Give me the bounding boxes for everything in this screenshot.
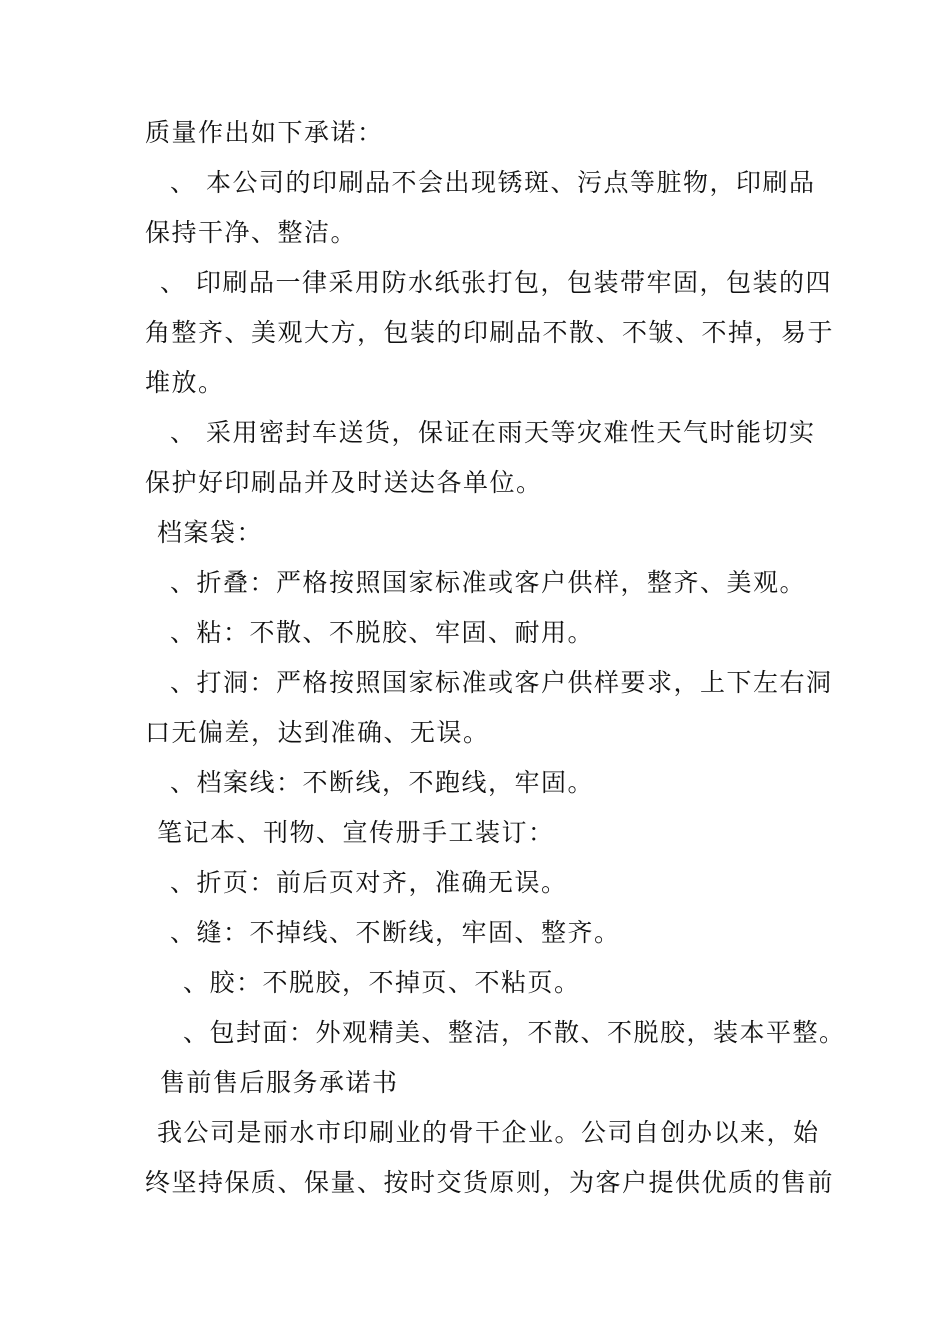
text-line: 质量作出如下承诺：	[145, 118, 384, 147]
text-line: 口无偏差，达到准确、无误。	[145, 718, 490, 747]
text-line: 终坚持保质、保量、按时交货原则，为客户提供优质的售前	[145, 1168, 835, 1197]
text-line: 保护好印刷品并及时送达各单位。	[145, 468, 543, 497]
text-line: 、打洞：严格按照国家标准或客户供样要求，上下左右洞	[170, 668, 833, 697]
text-line: 、缝：不掉线、不断线，牢固、整齐。	[170, 918, 621, 947]
text-line: 、档案线：不断线，不跑线，牢固。	[170, 768, 595, 797]
text-line: 、 采用密封车送货，保证在雨天等灾难性天气时能切实	[170, 418, 816, 447]
text-line: 、粘：不散、不脱胶、牢固、耐用。	[170, 618, 595, 647]
section-heading: 档案袋：	[157, 518, 264, 547]
text-line: 、 印刷品一律采用防水纸张打包，包装带牢固，包装的四	[160, 268, 832, 297]
text-line: 、折叠：严格按照国家标准或客户供样，整齐、美观。	[170, 568, 807, 597]
text-line: 、包封面：外观精美、整洁，不散、不脱胶，装本平整。	[183, 1018, 846, 1047]
text-line: 、胶：不脱胶，不掉页、不粘页。	[183, 968, 581, 997]
text-line: 、 本公司的印刷品不会出现锈斑、污点等脏物，印刷品	[170, 168, 816, 197]
section-heading: 售前售后服务承诺书	[160, 1068, 399, 1097]
text-line: 我公司是丽水市印刷业的骨干企业。公司自创办以来，始	[157, 1118, 820, 1147]
section-heading: 笔记本、刊物、宣传册手工装订：	[157, 818, 555, 847]
text-line: 角整齐、美观大方，包装的印刷品不散、不皱、不掉，易于	[145, 318, 835, 347]
text-line: 、折页：前后页对齐，准确无误。	[170, 868, 568, 897]
text-line: 堆放。	[145, 368, 225, 397]
text-line: 保持干净、整洁。	[145, 218, 358, 247]
